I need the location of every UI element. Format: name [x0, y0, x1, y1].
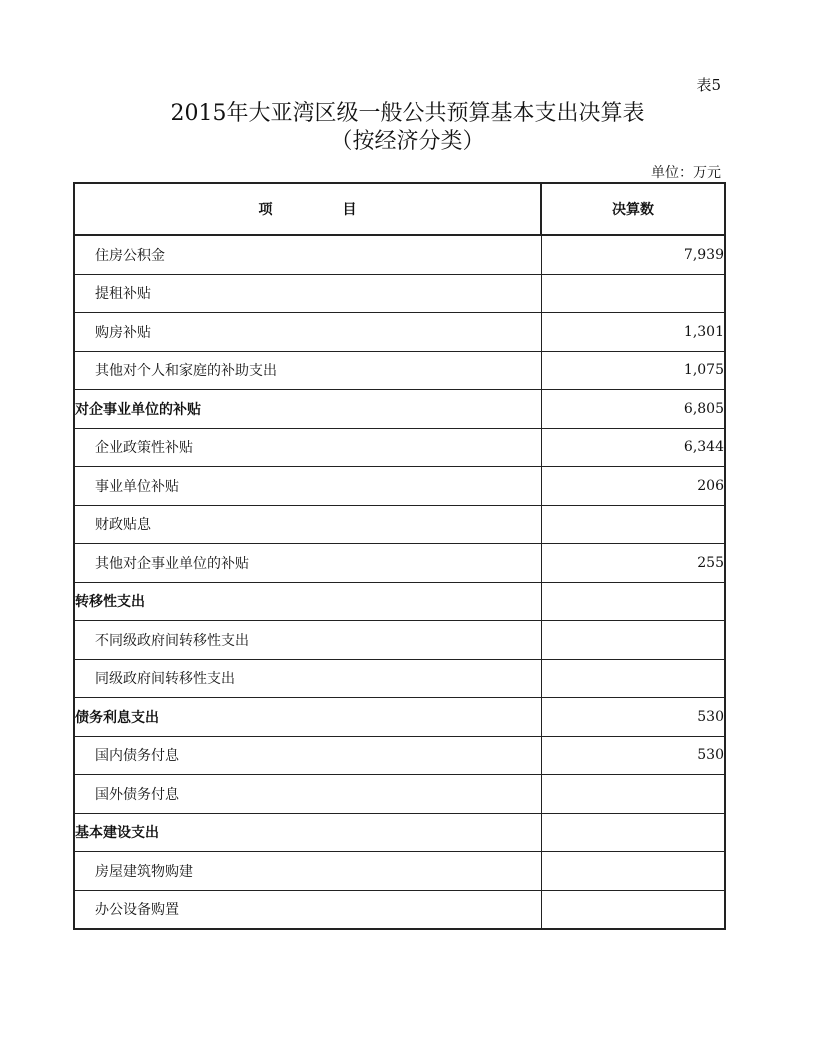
amount-cell: [541, 505, 725, 544]
table-row: [74, 621, 725, 660]
item-cell: 其他对企事业单位的补贴: [74, 544, 541, 583]
page-subtitle: （按经济分类）: [330, 129, 485, 154]
category-item-cell: 基本建设支出: [74, 813, 541, 852]
amount-cell: [541, 775, 725, 814]
table-row: [74, 505, 725, 544]
item-cell: 其他对个人和家庭的补助支出: [74, 351, 541, 390]
amount-cell: [541, 621, 725, 660]
item-cell: 财政贴息: [74, 505, 541, 544]
header-amount: 决算数: [541, 183, 725, 235]
category-item-cell: 对企事业单位的补贴: [74, 390, 541, 429]
amount-cell: 530: [541, 698, 725, 737]
table-row: [74, 890, 725, 929]
item-cell: 办公设备购置: [74, 890, 541, 929]
table-row: [74, 428, 725, 467]
item-cell: 不同级政府间转移性支出: [74, 621, 541, 660]
item-cell: 国内债务付息: [74, 736, 541, 775]
page-title: 2015年大亚湾区级一般公共预算基本支出决算表: [170, 101, 645, 126]
table-row: [74, 390, 725, 429]
table-row: [74, 698, 725, 737]
table-row: [74, 736, 725, 775]
item-cell: 事业单位补贴: [74, 467, 541, 506]
table-row: [74, 313, 725, 352]
item-cell: 同级政府间转移性支出: [74, 659, 541, 698]
table-row: [74, 852, 725, 891]
header-item: 项 目: [74, 183, 541, 235]
budget-table: [73, 182, 726, 930]
amount-cell: 6,805: [541, 390, 725, 429]
table-row: [74, 235, 725, 274]
amount-cell: 530: [541, 736, 725, 775]
table-header-row: [74, 183, 725, 235]
amount-cell: 206: [541, 467, 725, 506]
amount-cell: 1,301: [541, 313, 725, 352]
amount-cell: 7,939: [541, 235, 725, 274]
amount-cell: 255: [541, 544, 725, 583]
amount-cell: [541, 890, 725, 929]
table-row: [74, 582, 725, 621]
amount-cell: 1,075: [541, 351, 725, 390]
amount-cell: [541, 659, 725, 698]
amount-cell: [541, 582, 725, 621]
table-row: [74, 659, 725, 698]
table-row: [74, 467, 725, 506]
item-cell: 住房公积金: [74, 235, 541, 274]
amount-cell: 6,344: [541, 428, 725, 467]
amount-cell: [541, 813, 725, 852]
category-item-cell: 债务利息支出: [74, 698, 541, 737]
item-cell: 提租补贴: [74, 274, 541, 313]
unit-label: 单位：万元: [651, 165, 721, 181]
item-cell: 国外债务付息: [74, 775, 541, 814]
item-cell: 企业政策性补贴: [74, 428, 541, 467]
table-row: [74, 351, 725, 390]
item-cell: 房屋建筑物购建: [74, 852, 541, 891]
table-number: 表5: [696, 76, 721, 94]
table-row: [74, 813, 725, 852]
table-row: [74, 544, 725, 583]
table-row: [74, 274, 725, 313]
category-item-cell: 转移性支出: [74, 582, 541, 621]
amount-cell: [541, 852, 725, 891]
item-cell: 购房补贴: [74, 313, 541, 352]
amount-cell: [541, 274, 725, 313]
table-row: [74, 775, 725, 814]
